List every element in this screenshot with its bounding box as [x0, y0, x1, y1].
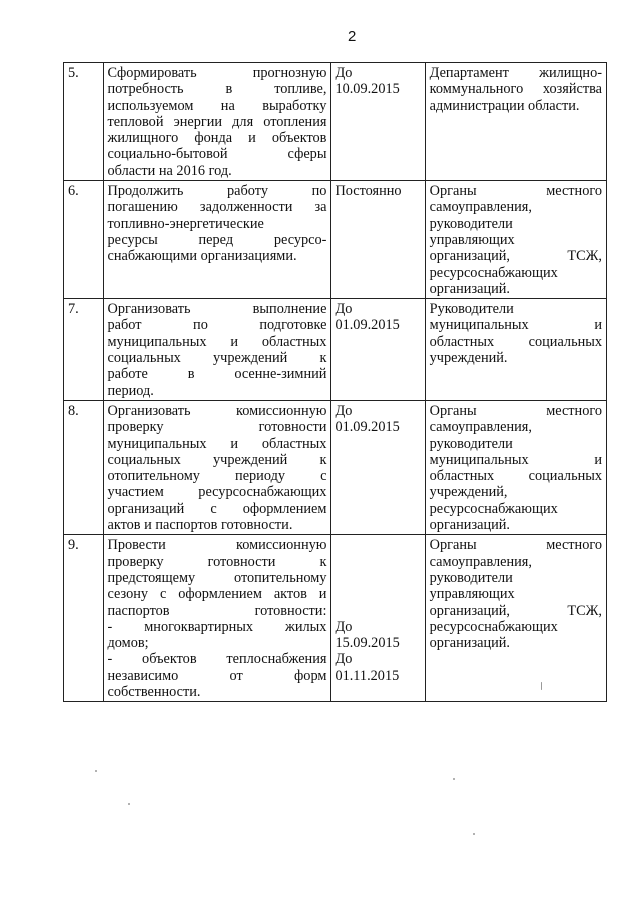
task-line: снабжающими организациями.: [107, 248, 297, 265]
task-line: муниципальных и областных: [107, 333, 327, 350]
task-line: потребность в топливе,: [107, 81, 327, 98]
responsible-line: руководители: [429, 435, 513, 452]
task-line: Организовать комиссионную: [107, 402, 327, 419]
task-line: Провести комиссионную: [107, 537, 327, 554]
responsible-line: управляющих: [429, 231, 515, 248]
deadline-line: 10.09.2015: [335, 81, 400, 98]
responsible-line: ресурсоснабжающих: [429, 264, 558, 281]
deadline-line: До: [335, 65, 353, 81]
plan-row: [64, 535, 607, 702]
responsible-line: самоуправления,: [429, 199, 532, 216]
deadline-line: До: [335, 301, 353, 318]
action-plan-body: [64, 63, 607, 702]
deadline-line: До: [335, 402, 353, 419]
deadline-line: 01.11.2015: [335, 667, 400, 684]
responsible-line: Органы местного: [429, 537, 602, 554]
page-number: 2: [348, 28, 357, 45]
task-cell: [103, 400, 331, 534]
responsible-cell: [425, 63, 606, 181]
deadline-cell: [331, 181, 425, 299]
row-number: 6.: [64, 181, 104, 299]
responsible-cell: [425, 299, 606, 401]
responsible-line: организаций, ТСЖ,: [429, 248, 602, 265]
responsible-line: учреждений.: [429, 350, 508, 367]
task-line: паспортов готовности:: [107, 602, 327, 619]
plan-row: [64, 181, 607, 299]
task-line: организаций с оформлением: [107, 500, 327, 517]
plan-row: [64, 299, 607, 401]
responsible-line: муниципальных и: [429, 317, 602, 334]
task-line: собственности.: [107, 683, 201, 700]
responsible-line: организаций.: [429, 280, 510, 297]
task-cell: [103, 181, 331, 299]
task-line: Продолжить работу по: [107, 183, 327, 200]
deadline-cell: [331, 299, 425, 401]
responsible-line: организаций, ТСЖ,: [429, 602, 602, 619]
responsible-cell: [425, 181, 606, 299]
deadline-cell: [331, 400, 425, 534]
responsible-line: руководители: [429, 215, 513, 232]
task-cell: [103, 299, 331, 401]
scan-speck: [453, 778, 455, 780]
responsible-line: самоуправления,: [429, 553, 532, 570]
task-line: актов и паспортов готовности.: [107, 517, 293, 534]
task-line: используемом на выработку: [107, 97, 327, 114]
task-line: муниципальных и областных: [107, 435, 327, 452]
deadline-line: 01.09.2015: [335, 419, 400, 436]
plan-row: [64, 63, 607, 181]
row-number: 8.: [64, 400, 104, 534]
task-line: - объектов теплоснабжения: [107, 651, 327, 668]
row-number: 7.: [64, 299, 104, 401]
deadline-cell: [331, 63, 425, 181]
plan-row: [64, 400, 607, 534]
responsible-line: областных социальных: [429, 333, 602, 350]
responsible-cell: [425, 400, 606, 534]
task-cell: [103, 535, 331, 702]
task-line: ресурсы перед ресурсо-: [107, 231, 327, 248]
responsible-line: руководители: [429, 569, 513, 586]
responsible-line: организаций.: [429, 517, 510, 534]
action-plan-table: [63, 62, 607, 702]
task-line: сезону с оформлением актов и: [107, 586, 327, 603]
deadline-line: 15.09.2015: [335, 635, 400, 652]
task-line: Организовать выполнение: [107, 301, 327, 318]
task-line: участием ресурсоснабжающих: [107, 484, 327, 501]
deadline-line: Постоянно: [335, 183, 402, 200]
task-line: тепловой энергии для отопления: [107, 113, 327, 130]
deadline-line: 01.09.2015: [335, 317, 400, 334]
deadline-spacer: [335, 537, 420, 619]
scan-speck: [128, 803, 130, 805]
task-line: погашению задолженности за: [107, 199, 327, 216]
responsible-line: учреждений,: [429, 484, 508, 501]
task-line: социальных учреждений к: [107, 350, 327, 367]
deadline-line: До: [335, 651, 353, 668]
task-line: предстоящему отопительному: [107, 569, 327, 586]
scan-speck: [473, 833, 475, 835]
task-line: независимо от форм: [107, 667, 327, 684]
task-line: социальных учреждений к: [107, 451, 327, 468]
responsible-line: областных социальных: [429, 468, 602, 485]
task-line: работе в осенне-зимний: [107, 366, 327, 383]
responsible-line: ресурсоснабжающих: [429, 618, 558, 635]
responsible-line: управляющих: [429, 586, 515, 603]
task-line: отопительному периоду с: [107, 468, 327, 485]
deadline-line: До: [335, 618, 353, 635]
task-line: Сформировать прогнозную: [107, 65, 327, 81]
responsible-line: муниципальных и: [429, 451, 602, 468]
responsible-line: организаций.: [429, 635, 510, 652]
task-line: работ по подготовке: [107, 317, 327, 334]
deadline-cell: [331, 535, 425, 702]
responsible-line: Руководители: [429, 301, 514, 318]
responsible-line: Органы местного: [429, 402, 602, 419]
task-cell: [103, 63, 331, 181]
task-line: топливно-энергетические: [107, 215, 264, 232]
responsible-line: администрации области.: [429, 97, 580, 114]
responsible-line: ресурсоснабжающих: [429, 500, 558, 517]
task-line: жилищного фонда и объектов: [107, 130, 327, 147]
task-line: социально-бытовой сферы: [107, 146, 327, 163]
responsible-line: коммунального хозяйства: [429, 81, 602, 98]
task-line: - многоквартирных жилых: [107, 618, 327, 635]
task-line: период.: [107, 382, 154, 399]
task-line: проверку готовности: [107, 419, 327, 436]
task-line: области на 2016 год.: [107, 162, 232, 179]
scan-speck: [95, 770, 97, 772]
responsible-line: самоуправления,: [429, 419, 532, 436]
responsible-cell: [425, 535, 606, 702]
scan-speck: [541, 682, 542, 690]
task-line: домов;: [107, 635, 149, 652]
row-number: 9.: [64, 535, 104, 702]
responsible-line: Департамент жилищно-: [429, 65, 602, 81]
responsible-line: Органы местного: [429, 183, 602, 200]
row-number: 5.: [64, 63, 104, 181]
task-line: проверку готовности к: [107, 553, 327, 570]
